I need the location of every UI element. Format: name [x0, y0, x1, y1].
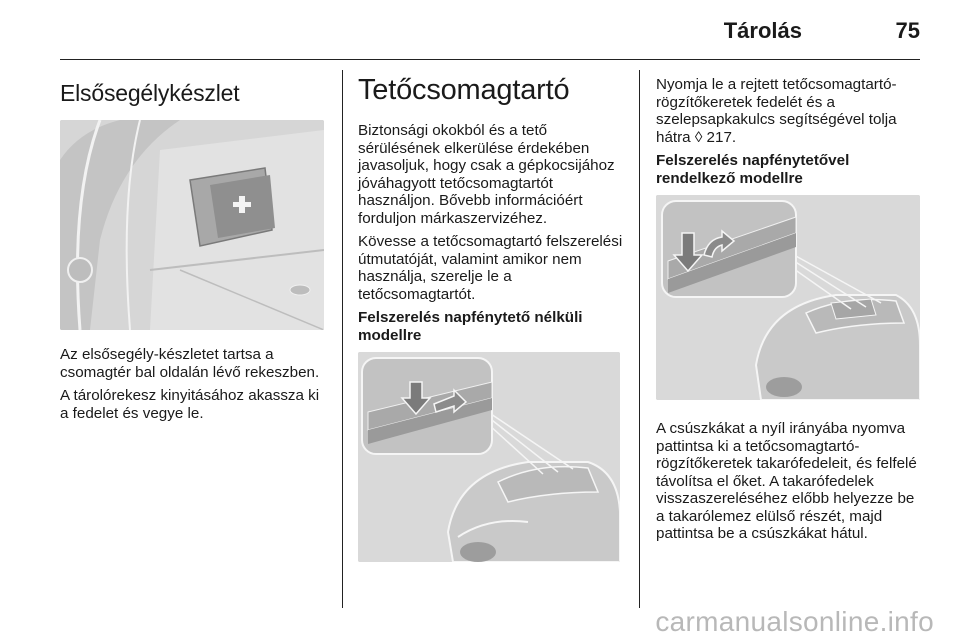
roof-rack-heading: Tetőcsomagtartó: [358, 74, 570, 106]
sunroof-illustration: [656, 195, 920, 400]
watermark: carmanualsonline.info: [655, 606, 934, 637]
column-divider-2: [639, 70, 640, 608]
first-aid-heading: Elsősegélykészlet: [60, 80, 240, 106]
sunroof-subhead: Felszerelés napfénytetővel rendelkező modellre: [656, 152, 850, 187]
page-header: [60, 18, 920, 48]
roof-rack-text-2: Kövesse a tetőcsomagtartó felszerelési útmutatóját, valamint amikor nem használja, szerelje le a tetőcsomagtartót.: [358, 233, 623, 303]
first-aid-illustration: [60, 120, 324, 330]
header-rule: [60, 59, 920, 60]
first-aid-text-2: A tárolórekesz kinyitásához akassza ki a fedelet és vegye le.: [60, 387, 320, 422]
section-name: Tárolás: [723, 18, 802, 43]
column-divider-1: [342, 70, 343, 608]
first-aid-column: [60, 70, 326, 428]
roof-rack-column: [358, 70, 626, 562]
roof-rack-text-3: Nyomja le a rejtett tetőcsomagtartó-rögzítőkeretek fedelét és a szelepsapkakulcs segítségével tolja hátra ◊ 217.: [656, 76, 897, 146]
no-sunroof-subhead: Felszerelés napfénytető nélküli modellre: [358, 309, 583, 344]
no-sunroof-illustration: [358, 352, 620, 562]
sunroof-text: A csúszkákat a nyíl irányába nyomva pattintsa ki a tetőcsomagtartó-rögzítőkeretek takarófedeleit, és felfelé távolítsa el őket. A takarófedelek visszaszereléséhez előbb helyezze be a takarólemez elülső részét, majd pattintsa be a csúszkákat hátul.: [656, 420, 917, 542]
first-aid-text-1: Az elsősegély-készletet tartsa a csomagtér bal oldalán lévő rekeszben.: [60, 346, 320, 381]
roof-rack-column-continued: [656, 70, 922, 549]
roof-rack-text-1: Biztonsági okokból és a tető sérülésének elkerülése érdekében javasoljuk, hogy csak a gépkocsijához jóváhagyott tetőcsomagtartót használjon. Bővebb információért forduljon márkaszervizéhez.: [358, 122, 615, 227]
page-number: 75: [895, 18, 920, 43]
